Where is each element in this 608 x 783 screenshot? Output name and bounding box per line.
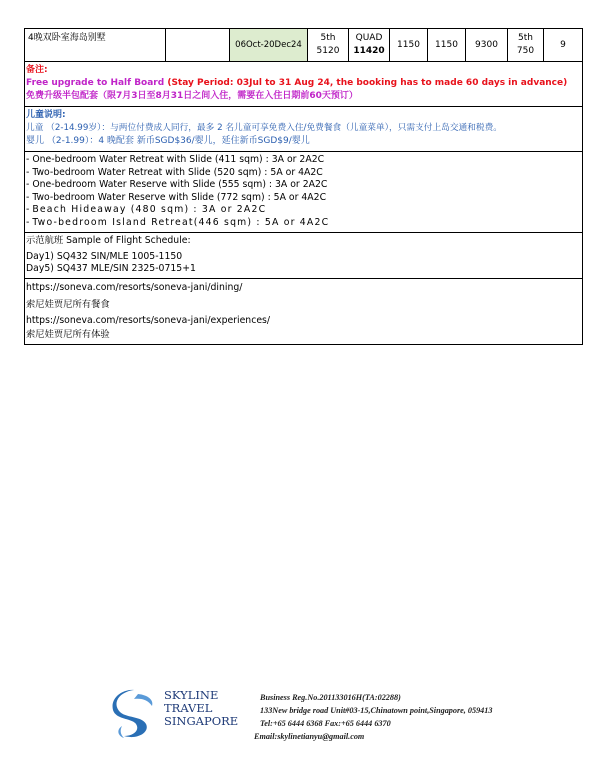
- upgrade-label: Free upgrade to Half Board: [26, 78, 168, 88]
- links-section: [25, 279, 582, 344]
- cell-top: QUAD: [355, 33, 383, 43]
- experiences-link[interactable]: https://soneva.com/resorts/soneva-jani/experiences/: [26, 315, 271, 326]
- company-info: [254, 691, 493, 743]
- company-address: 133New bridge road Unit#03-15,Chinatown point,Singapore, 059413: [260, 706, 493, 715]
- brand-name: SKYLINE TRAVEL SINGAPORE: [164, 688, 239, 728]
- infant-line: 婴儿 （2-1.99）：4 晚配套 新币SGD$36/婴儿，延住新币SGD$9/婴儿: [26, 136, 310, 146]
- upgrade-line: [26, 77, 581, 90]
- flight-heading: 示范航班 Sample of Flight Schedule:: [26, 235, 191, 246]
- price-cell: 9300: [466, 29, 508, 61]
- package-table: [24, 28, 583, 345]
- notes-heading: 备注:: [26, 65, 48, 75]
- empty-cell: [166, 29, 230, 61]
- price-cell: 1150: [390, 29, 428, 61]
- list-item: - Beach Hideaway (480 sqm) : 3A or 2A2C: [26, 204, 267, 215]
- children-line: 儿童 （2-14.99岁）：与两位付费成人同行，最多 2 名儿童可享免费入住/免费餐食（儿童菜单），只需支付上岛交通和税费。: [26, 123, 502, 133]
- upgrade-detail: (Stay Period: 03Jul to 31 Aug 24, the booking has to made 60 days in advance): [167, 78, 568, 88]
- room-name-cell: 4晚双卧室海岛别墅: [25, 29, 166, 61]
- skyline-logo-icon: [108, 686, 160, 742]
- date-cell: 06Oct-20Dec24: [230, 29, 308, 61]
- price-cell: 1150: [428, 29, 466, 61]
- price-cell: [508, 29, 544, 61]
- list-item: - One-bedroom Water Retreat with Slide (411 sqm) : 3A or 2A2C: [26, 154, 325, 165]
- list-item: - Two-bedroom Water Reserve with Slide (772 sqm) : 5A or 4A2C: [26, 191, 327, 203]
- notes-section: [25, 62, 582, 107]
- price-cell: [308, 29, 349, 61]
- list-item: - Two-bedroom Water Retreat with Slide (520 sqm) : 5A or 4A2C: [26, 166, 323, 178]
- table-row: [25, 29, 582, 62]
- dining-link[interactable]: https://soneva.com/resorts/soneva-jani/dining/: [26, 282, 243, 293]
- list-item: - Two-bedroom Island Retreat(446 sqm) : 5A or 4A2C: [26, 216, 330, 228]
- cell-bottom: 750: [516, 46, 535, 56]
- cell-bottom: 5120: [316, 46, 340, 56]
- count-cell: 9: [560, 40, 566, 50]
- cell-bottom: 11420: [353, 46, 385, 56]
- company-email: Email:skylinetianyu@gmail.com: [254, 732, 365, 741]
- company-footer: [108, 686, 528, 746]
- room-list-section: [25, 152, 582, 233]
- dining-cn: 索尼娃贾尼所有餐食: [26, 298, 110, 310]
- cell-top: 5th: [320, 33, 336, 43]
- experiences-cn: 索尼娃贾尼所有体验: [26, 328, 110, 340]
- upgrade-cn: 免费升级半包配套（限7月3日至8月31日之间入住，需要在入住日期前60天预订）: [26, 91, 358, 101]
- business-reg: Business Reg.No.201133016H(TA:02288): [260, 693, 401, 702]
- cell-top: 5th: [518, 33, 533, 43]
- quad-cell: [349, 29, 390, 61]
- flight-day5: Day5) SQ437 MLE/SIN 2325-0715+1: [26, 263, 196, 274]
- list-item: - One-bedroom Water Reserve with Slide (555 sqm) : 3A or 2A2C: [26, 179, 328, 190]
- company-phone: Tel:+65 6444 6368 Fax:+65 6444 6370: [260, 719, 391, 728]
- flight-section: [25, 233, 582, 279]
- flight-day1: Day1) SQ432 SIN/MLE 1005-1150: [26, 251, 183, 262]
- children-section: [25, 107, 582, 152]
- children-heading: 儿童说明:: [26, 110, 66, 120]
